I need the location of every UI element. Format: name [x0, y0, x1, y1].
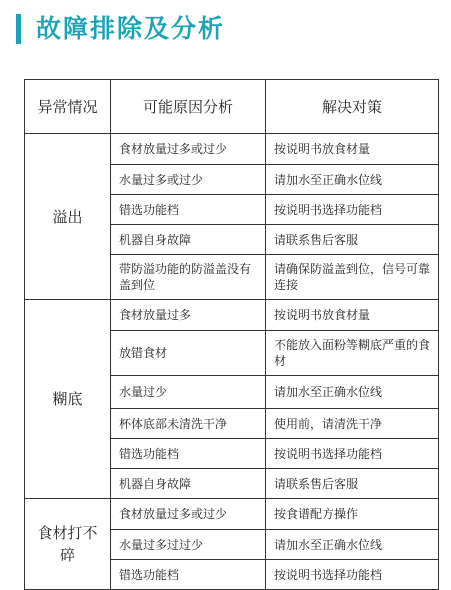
solution-cell: 请加水至正确水位线	[266, 165, 439, 195]
symptom-cell: 糊底	[25, 300, 111, 499]
cause-cell: 食材放量过多或过少	[111, 499, 266, 530]
cause-cell: 水量过多或过少	[111, 165, 266, 195]
solution-cell: 请联系售后客服	[266, 225, 439, 255]
table-row	[25, 499, 439, 530]
cause-cell: 水量过多过过少	[111, 530, 266, 560]
solution-cell: 按说明书选择功能档	[266, 439, 439, 469]
title-accent-bar	[16, 14, 21, 44]
solution-cell: 按说明书选择功能档	[266, 560, 439, 590]
page-title: 故障排除及分析	[36, 14, 226, 43]
solution-cell: 按食谱配方操作	[266, 499, 439, 530]
table-row	[25, 300, 439, 331]
solution-cell: 请确保防溢盖到位，信号可靠连接	[266, 255, 439, 300]
solution-cell: 按说明书放食材量	[266, 300, 439, 331]
solution-cell: 请加水至正确水位线	[266, 376, 439, 409]
symptom-cell: 食材打不碎	[25, 499, 111, 590]
solution-cell: 使用前，请清洗干净	[266, 409, 439, 439]
table-row	[25, 134, 439, 165]
cause-cell: 杯体底部未清洗干净	[111, 409, 266, 439]
cause-cell: 错选功能档	[111, 195, 266, 225]
cause-cell: 放错食材	[111, 331, 266, 376]
cause-cell: 错选功能档	[111, 439, 266, 469]
header-solution: 解决对策	[266, 80, 439, 134]
solution-cell: 按说明书选择功能档	[266, 195, 439, 225]
cause-cell: 错选功能档	[111, 560, 266, 590]
cause-cell: 水量过少	[111, 376, 266, 409]
cause-cell: 食材放量过多或过少	[111, 134, 266, 165]
solution-cell: 按说明书放食材量	[266, 134, 439, 165]
symptom-cell: 溢出	[25, 134, 111, 300]
cause-cell: 食材放量过多	[111, 300, 266, 331]
troubleshooting-table	[24, 79, 439, 590]
header-cause: 可能原因分析	[111, 80, 266, 134]
table-header-row	[25, 80, 439, 134]
cause-cell: 机器自身故障	[111, 225, 266, 255]
cause-cell: 带防溢功能的防溢盖没有盖到位	[111, 255, 266, 300]
solution-cell: 不能放入面粉等糊底严重的食材	[266, 331, 439, 376]
solution-cell: 请加水至正确水位线	[266, 530, 439, 560]
header-symptom: 异常情况	[25, 80, 111, 134]
cause-cell: 机器自身故障	[111, 469, 266, 499]
solution-cell: 请联系售后客服	[266, 469, 439, 499]
